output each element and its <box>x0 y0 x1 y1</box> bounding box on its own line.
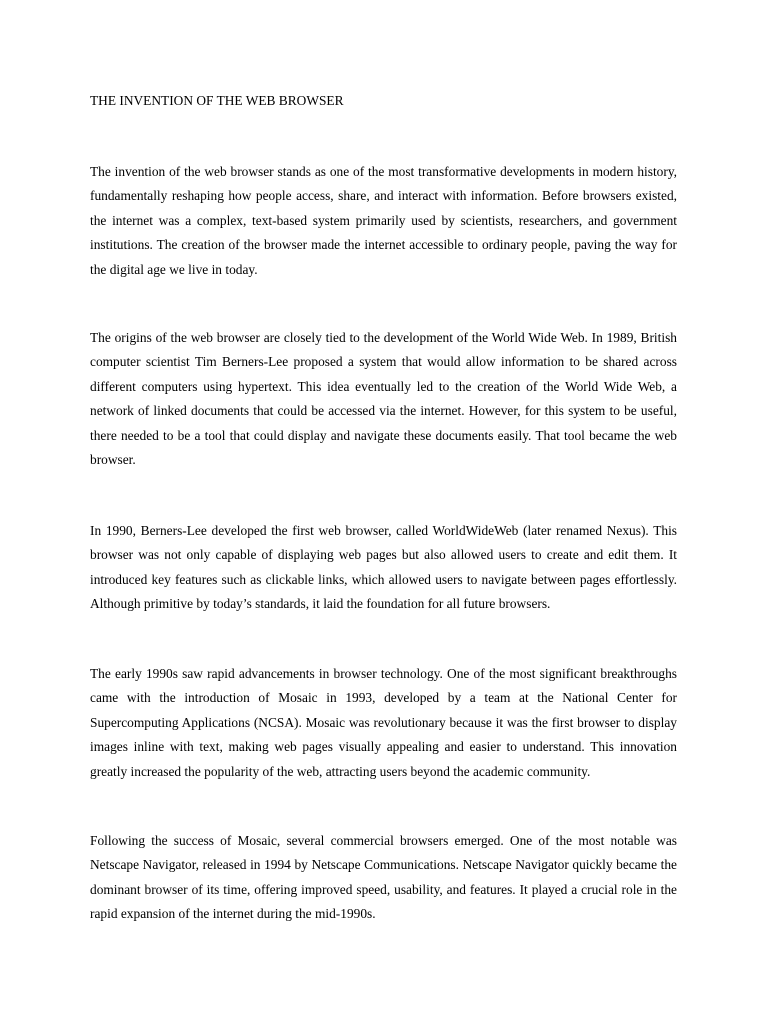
document-page <box>90 0 677 1024</box>
document-title: THE INVENTION OF THE WEB BROWSER <box>90 93 344 108</box>
paragraph-netscape: Following the success of Mosaic, several commercial browsers emerged. One of the most notable was Netscape Navigator, released in 1994 by Netscape Communications. Netscape Navigator quickly became the dominant browser of its time, offering improved speed, usability, and features. It played a crucial role in the rapid expansion of the internet during the mid-1990s. <box>90 833 677 922</box>
paragraph-intro: The invention of the web browser stands as one of the most transformative developments in modern history, fundamentally reshaping how people access, share, and interact with information. Before browsers existed, the internet was a complex, text-based system primarily used by scientists, researchers, and government institutions. The creation of the browser made the internet accessible to ordinary people, paving the way for the digital age we live in today. <box>90 164 677 277</box>
paragraph-origins: The origins of the web browser are closely tied to the development of the World Wide Web. In 1989, British computer scientist Tim Berners-Lee proposed a system that would allow information to be shared across different computers using hypertext. This idea eventually led to the creation of the World Wide Web, a network of linked documents that could be accessed via the internet. However, for this system to be useful, there needed to be a tool that could display and navigate these documents easily. That tool became the web browser. <box>90 330 677 468</box>
paragraph-first-browser: In 1990, Berners-Lee developed the first web browser, called WorldWideWeb (later renamed Nexus). This browser was not only capable of displaying web pages but also allowed users to create and edit them. It introduced key features such as clickable links, which allowed users to navigate between pages effortlessly. Although primitive by today’s standards, it laid the foundation for all future browsers. <box>90 523 677 612</box>
paragraph-mosaic: The early 1990s saw rapid advancements in browser technology. One of the most significant breakthroughs came with the introduction of Mosaic in 1993, developed by a team at the National Center for Supercomputing Applications (NCSA). Mosaic was revolutionary because it was the first browser to display images inline with text, making web pages visually appealing and easier to understand. This innovation greatly increased the popularity of the web, attracting users beyond the academic community. <box>90 666 677 779</box>
